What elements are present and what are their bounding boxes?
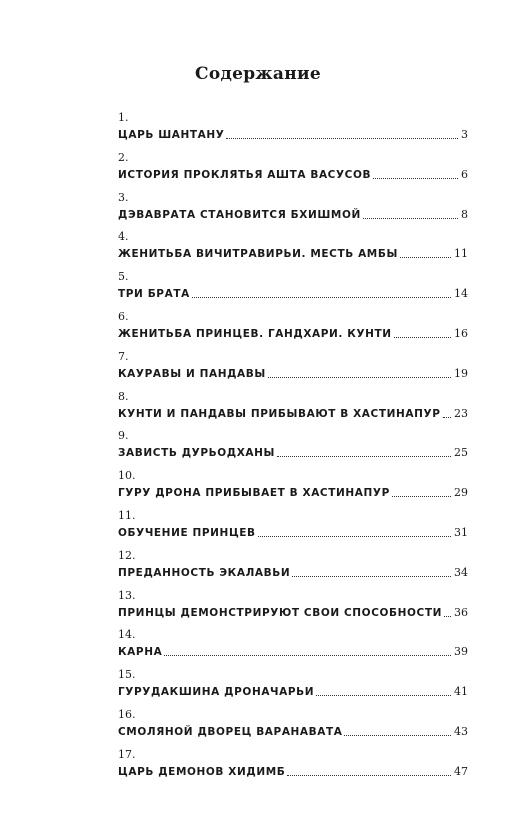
dot-leader (400, 256, 451, 258)
toc-line (118, 206, 468, 222)
chapter-title: ГУРУ ДРОНА ПРИБЫВАЕТ В ХАСТИНАПУР (118, 487, 390, 500)
dot-leader (394, 336, 451, 338)
chapter-title: КУНТИ И ПАНДАВЫ ПРИБЫВАЮТ В ХАСТИНАПУР (118, 407, 441, 420)
table-of-contents (118, 111, 468, 788)
chapter-number: 3. (118, 190, 129, 204)
dot-leader (373, 177, 458, 179)
chapter-number: 13. (118, 588, 136, 602)
chapter-title: ИСТОРИЯ ПРОКЛЯТЬЯ АШТА ВАСУСОВ (118, 168, 372, 181)
toc-line (118, 365, 468, 381)
toc-line (118, 763, 468, 779)
toc-line (118, 444, 468, 460)
chapter-number: 4. (118, 230, 129, 244)
toc-line (118, 683, 468, 699)
toc-entry[interactable] (118, 429, 468, 469)
chapter-title: СМОЛЯНОЙ ДВОРЕЦ ВАРАНАВАТА (118, 725, 343, 738)
page-number: 11 (454, 247, 468, 261)
chapter-number: 16. (118, 707, 136, 721)
page-number: 25 (454, 446, 468, 460)
chapter-title: ТРИ БРАТА (118, 288, 190, 301)
page-number: 16 (454, 326, 468, 340)
dot-leader (444, 615, 451, 617)
page-number: 14 (454, 287, 468, 301)
page-number: 41 (454, 685, 468, 699)
toc-entry[interactable] (118, 270, 468, 310)
chapter-title: КАУРАВЫ И ПАНДАВЫ (118, 367, 266, 380)
toc-entry[interactable] (118, 708, 468, 748)
page-number: 39 (454, 645, 468, 659)
dot-leader (363, 217, 458, 219)
chapter-title: ЗАВИСТЬ ДУРЬОДХАНЫ (118, 447, 276, 460)
chapter-number: 12. (118, 548, 136, 562)
page-number: 36 (454, 605, 468, 619)
page-number: 34 (454, 565, 468, 579)
toc-entry[interactable] (118, 509, 468, 549)
toc-line (118, 245, 468, 261)
chapter-title: ЖЕНИТЬБА ВИЧИТРАВИРЬИ. МЕСТЬ АМБЫ (118, 248, 398, 261)
chapter-title: ПРЕДАННОСТЬ ЭКАЛАВЬИ (118, 566, 291, 579)
dot-leader (164, 654, 451, 656)
page-number: 23 (454, 406, 468, 420)
toc-entry[interactable] (118, 628, 468, 668)
dot-leader (443, 416, 452, 418)
chapter-number: 17. (118, 747, 136, 761)
page-number: 3 (461, 128, 468, 141)
toc-line (118, 484, 468, 500)
dot-leader (268, 376, 451, 378)
toc-entry[interactable] (118, 469, 468, 509)
chapter-title: КАРНА (118, 646, 163, 659)
toc-entry[interactable] (118, 589, 468, 629)
chapter-title: ОБУЧЕНИЕ ПРИНЦЕВ (118, 526, 256, 539)
dot-leader (287, 774, 451, 776)
toc-line (118, 524, 468, 540)
page-number: 8 (461, 207, 468, 221)
toc-line (118, 166, 468, 182)
dot-leader (277, 455, 451, 457)
chapter-number: 5. (118, 270, 129, 284)
toc-line (118, 126, 468, 142)
toc-line (118, 564, 468, 580)
dot-leader (344, 734, 451, 736)
chapter-number: 9. (118, 429, 129, 443)
chapter-number: 1. (118, 111, 129, 124)
chapter-number: 7. (118, 349, 129, 363)
page-number: 47 (454, 764, 468, 778)
dot-leader (292, 575, 451, 577)
toc-entry[interactable] (118, 230, 468, 270)
chapter-title: ЦАРЬ ШАНТАНУ (118, 129, 225, 141)
page-number: 43 (454, 724, 468, 738)
dot-leader (316, 694, 451, 696)
chapter-number: 8. (118, 389, 129, 403)
chapter-number: 10. (118, 469, 136, 483)
chapter-title: ГУРУДАКШИНА ДРОНАЧАРЬИ (118, 686, 315, 699)
toc-entry[interactable] (118, 748, 468, 788)
dot-leader (258, 535, 451, 537)
page-number: 31 (454, 525, 468, 539)
chapter-title: ЦАРЬ ДЕМОНОВ ХИДИМБ (118, 765, 286, 778)
chapter-title: ПРИНЦЫ ДЕМОНСТРИРУЮТ СВОИ СПОСОБНОСТИ (118, 606, 443, 619)
page-number: 19 (454, 366, 468, 380)
page-title: Содержание (195, 64, 321, 84)
toc-line (118, 643, 468, 659)
toc-line (118, 604, 468, 620)
toc-entry[interactable] (118, 310, 468, 350)
toc-entry[interactable] (118, 390, 468, 430)
page-number: 6 (461, 167, 468, 181)
toc-entry[interactable] (118, 111, 468, 151)
dot-leader (226, 137, 458, 139)
toc-line (118, 405, 468, 421)
chapter-number: 2. (118, 150, 129, 164)
chapter-number: 6. (118, 309, 129, 323)
dot-leader (192, 296, 451, 298)
page-number: 29 (454, 486, 468, 500)
toc-line (118, 285, 468, 301)
toc-entry[interactable] (118, 350, 468, 390)
toc-line (118, 325, 468, 341)
chapter-title: ЖЕНИТЬБА ПРИНЦЕВ. ГАНДХАРИ. КУНТИ (118, 327, 392, 340)
chapter-number: 11. (118, 508, 136, 522)
toc-entry[interactable] (118, 668, 468, 708)
chapter-number: 15. (118, 668, 136, 682)
toc-entry[interactable] (118, 549, 468, 589)
chapter-title: ДЭВАВРАТА СТАНОВИТСЯ БХИШМОЙ (118, 208, 361, 221)
toc-entry[interactable] (118, 151, 468, 191)
toc-line (118, 723, 468, 739)
chapter-number: 14. (118, 628, 136, 642)
dot-leader (392, 495, 451, 497)
toc-entry[interactable] (118, 191, 468, 231)
